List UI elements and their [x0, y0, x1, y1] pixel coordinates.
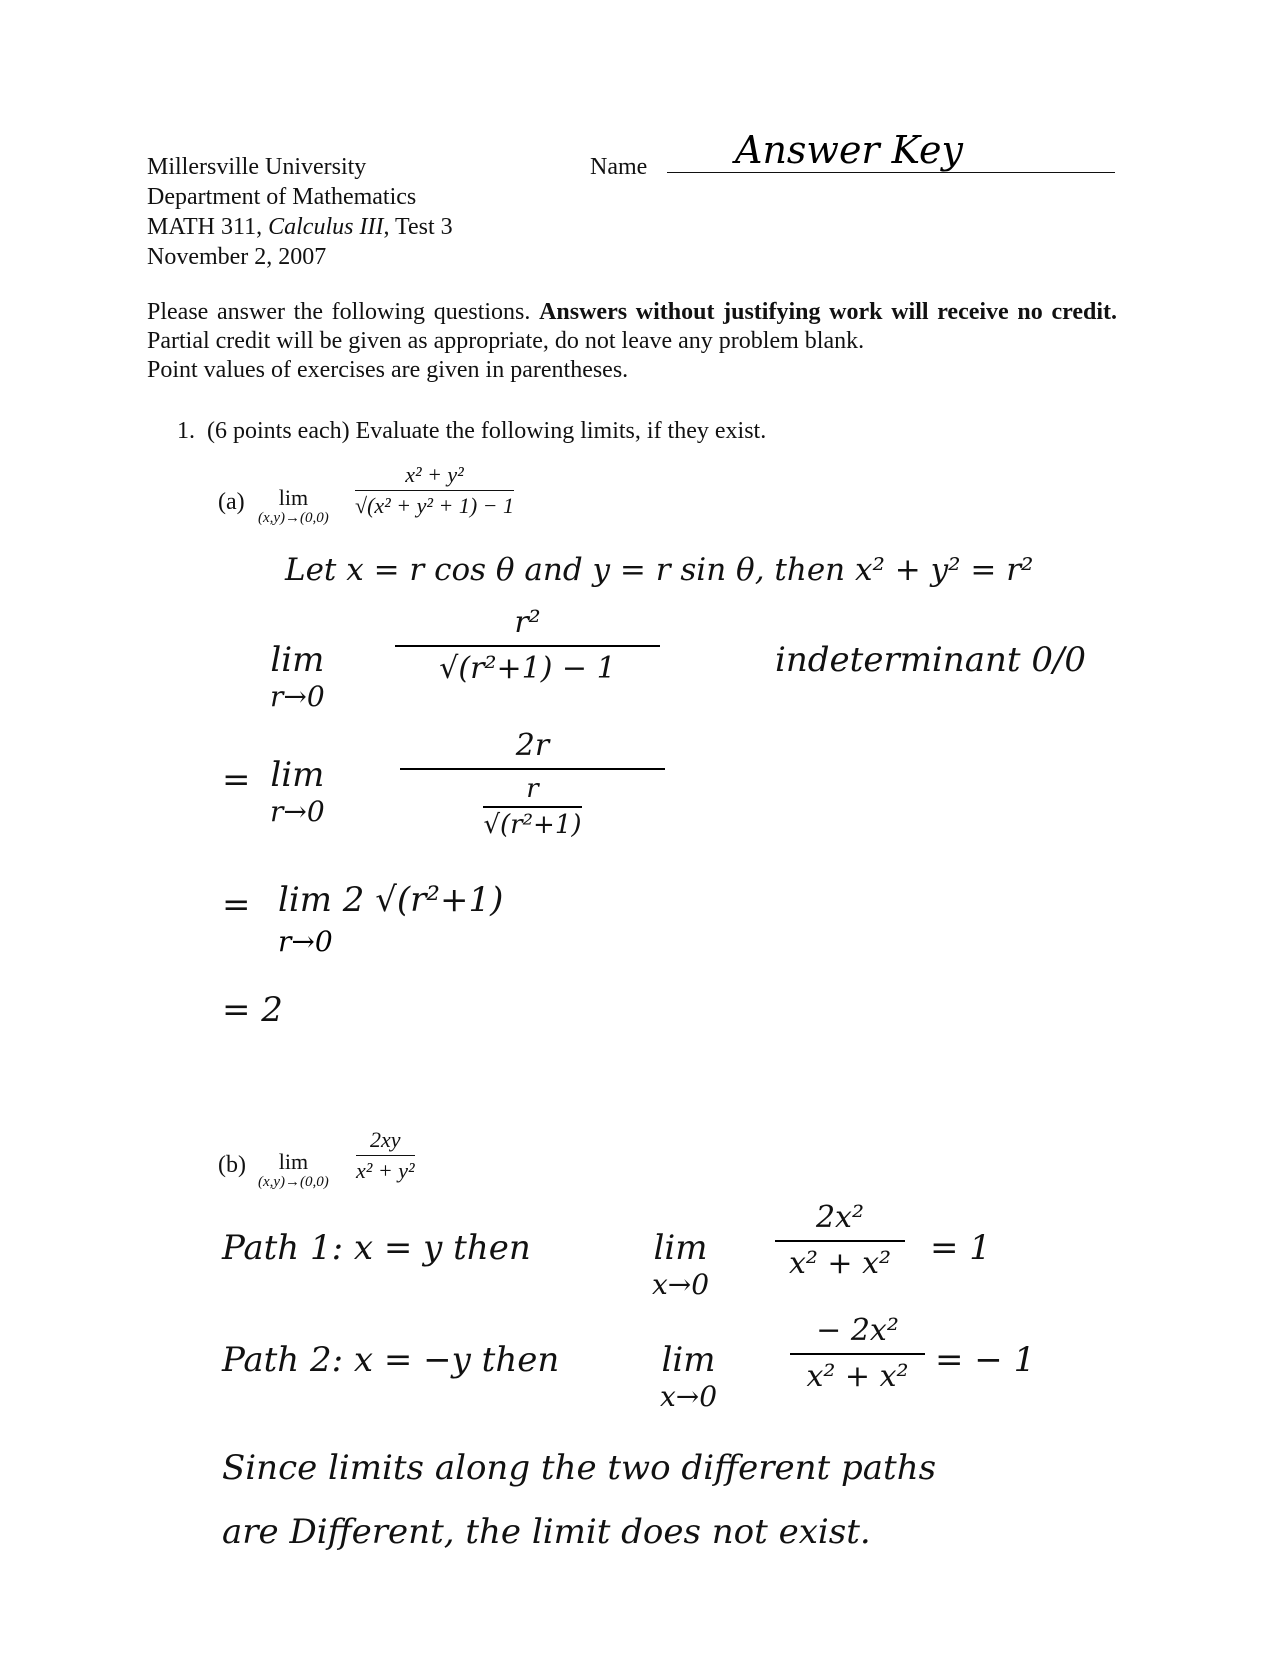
- path1-limit: [652, 1228, 709, 1302]
- part-b-fraction: [356, 1127, 415, 1184]
- university-name: Millersville University: [147, 154, 367, 180]
- step1-denominator: √(r²+1) − 1: [439, 651, 616, 686]
- path1-text: Path 1: x = y then: [222, 1228, 531, 1268]
- step2-inner-bar: [483, 806, 581, 808]
- instructions-bold: Answers without justifying work will receive no credit.: [539, 299, 1117, 325]
- part-a-fraction-bar: [355, 490, 514, 491]
- step2-lim-sub: r→0: [270, 795, 325, 828]
- instructions-line3: Point values of exercises are given in parentheses.: [147, 357, 629, 383]
- exam-date: November 2, 2007: [147, 244, 327, 270]
- step2-numerator: 2r: [515, 728, 550, 763]
- conclusion-line2: are Different, the limit does not exist.: [222, 1512, 871, 1552]
- part-b-lim: lim: [278, 1149, 309, 1174]
- step2-equals: =: [222, 760, 251, 800]
- course-name: Calculus III: [268, 214, 384, 240]
- step2-fraction-bar: [400, 768, 665, 770]
- path2-result: = − 1: [935, 1340, 1036, 1380]
- step2-inner-denominator: √(r²+1): [483, 810, 582, 840]
- step3-expression: lim 2 √(r²+1): [278, 880, 504, 920]
- path2-fraction-bar: [790, 1353, 925, 1355]
- path2-lim-sub: x→0: [660, 1380, 718, 1413]
- step2-lim: lim: [270, 755, 325, 795]
- name-value: Answer Key: [735, 128, 963, 172]
- path1-result: = 1: [930, 1228, 991, 1268]
- path2-lim: lim: [661, 1340, 716, 1380]
- indeterminate-note: indeterminant 0/0: [775, 640, 1087, 680]
- path1-numerator: 2x²: [815, 1200, 865, 1235]
- name-underline: [667, 172, 1115, 173]
- department-name: Department of Mathematics: [147, 184, 417, 210]
- part-a-step1-fraction: [395, 605, 660, 687]
- part-a-step1-limit: [270, 640, 325, 714]
- path2-fraction: [790, 1313, 925, 1395]
- part-a-fraction: [355, 462, 514, 519]
- step2-inner-fraction: [483, 774, 581, 840]
- instructions-part1: Please answer the following questions.: [147, 299, 540, 325]
- part-a-numerator: x² + y²: [405, 462, 464, 487]
- path1-fraction-bar: [775, 1240, 905, 1242]
- part-b-numerator: 2xy: [370, 1127, 401, 1152]
- part-a-limit: [258, 487, 329, 527]
- part-a-answer: = 2: [222, 990, 283, 1030]
- instructions-part2: Partial credit will be given as appropriate, do not leave any problem blank.: [147, 328, 865, 354]
- path2-limit: [660, 1340, 717, 1414]
- path1-denominator: x² + x²: [788, 1246, 892, 1281]
- part-b-label: (b): [218, 1152, 246, 1178]
- path1-fraction: [775, 1200, 905, 1282]
- part-b-fraction-bar: [356, 1155, 415, 1156]
- part-a-substitution: Let x = r cos θ and y = r sin θ, then x² + y² = r²: [285, 552, 1034, 588]
- part-b-limit: [258, 1151, 329, 1191]
- question-number: 1.: [177, 418, 195, 444]
- conclusion-line1: Since limits along the two different paths: [222, 1448, 937, 1488]
- step3-equals: =: [222, 885, 251, 925]
- part-b-lim-sub: (x,y)→(0,0): [258, 1174, 329, 1190]
- part-a-step2-limit: [270, 755, 325, 829]
- step3-lim-sub: r→0: [278, 925, 333, 958]
- instructions: [147, 298, 1117, 385]
- part-a-lim-sub: (x,y)→(0,0): [258, 510, 329, 526]
- step1-fraction-bar: [395, 645, 660, 647]
- course-title: [147, 213, 453, 241]
- part-b-denominator: x² + y²: [356, 1158, 415, 1183]
- part-a-lim: lim: [278, 485, 309, 510]
- path2-denominator: x² + x²: [806, 1359, 909, 1394]
- path2-numerator: − 2x²: [816, 1313, 899, 1348]
- step2-inner-numerator: r: [526, 774, 539, 804]
- course-prefix: MATH 311,: [147, 214, 269, 240]
- step1-lim: lim: [270, 640, 325, 680]
- step1-lim-sub: r→0: [270, 680, 325, 713]
- path1-lim: lim: [653, 1228, 708, 1268]
- part-a-step2-fraction: [400, 728, 665, 840]
- path1-lim-sub: x→0: [652, 1268, 710, 1301]
- course-suffix: , Test 3: [383, 214, 453, 240]
- part-a-denominator: √(x² + y² + 1) − 1: [355, 493, 514, 518]
- question-text: (6 points each) Evaluate the following limits, if they exist.: [207, 418, 767, 444]
- part-a-label: (a): [218, 489, 245, 515]
- name-label: Name: [590, 154, 648, 180]
- path2-text: Path 2: x = −y then: [222, 1340, 560, 1380]
- step1-numerator: r²: [514, 605, 541, 640]
